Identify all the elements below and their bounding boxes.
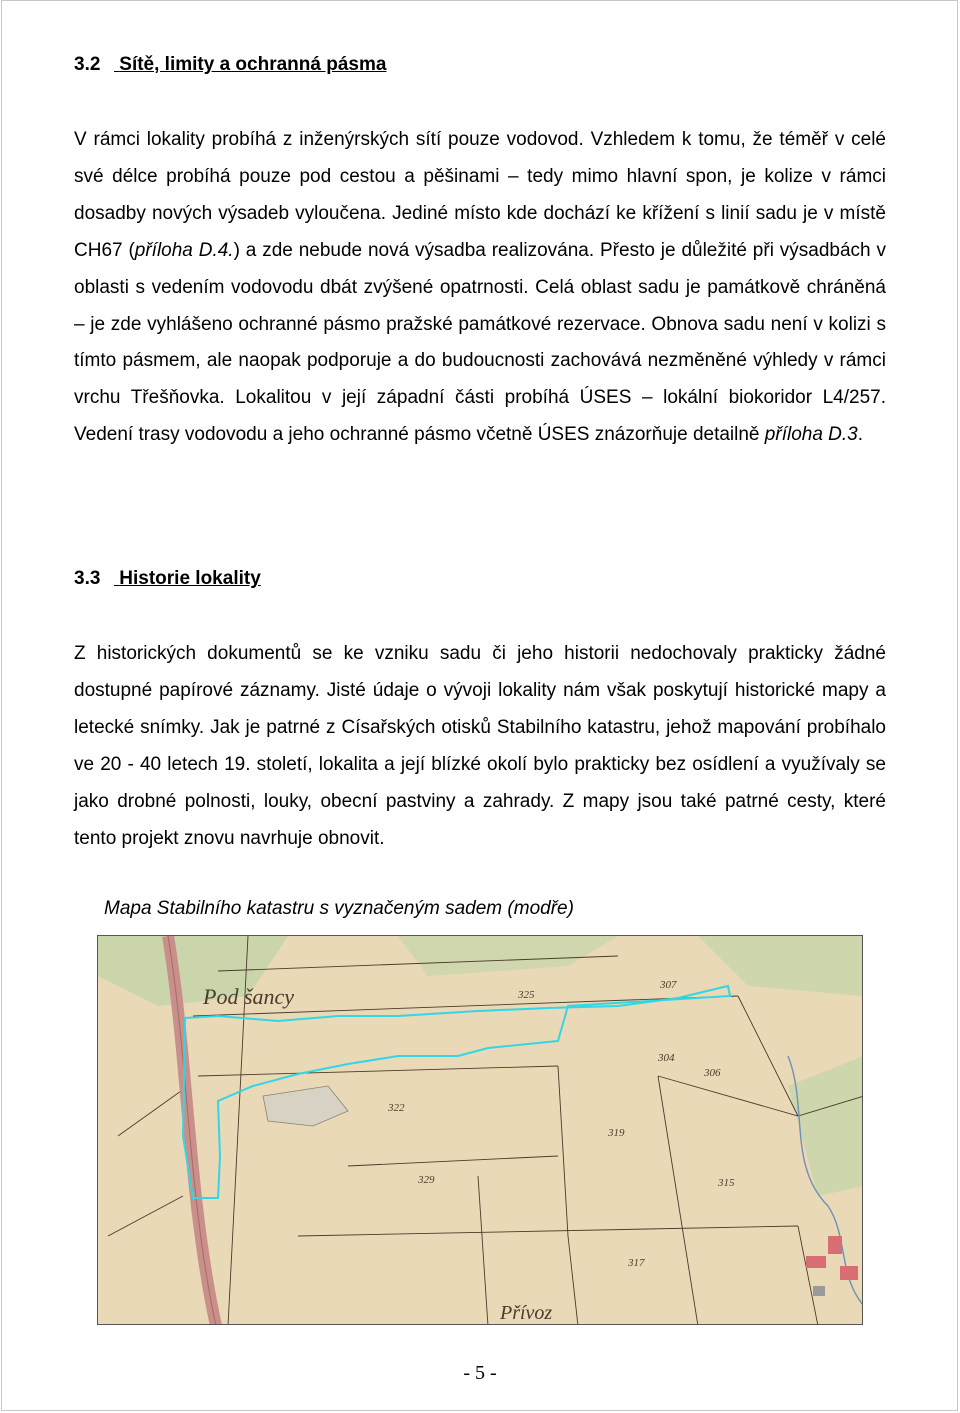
- parcel-number: 306: [704, 1067, 721, 1079]
- section-title: Sítě, limity a ochranná pásma: [119, 54, 387, 75]
- building: [806, 1256, 826, 1268]
- parcel-number: 315: [718, 1177, 735, 1189]
- section-heading-3-2: [74, 54, 386, 76]
- cadastral-map: [98, 936, 863, 1325]
- section-title: Historie lokality: [119, 568, 261, 589]
- parcel-number: 317: [628, 1257, 645, 1269]
- parcel-number: 307: [660, 979, 677, 991]
- page-number: - 5 -: [463, 1362, 497, 1384]
- figure-caption: Mapa Stabilního katastru s vyznačeným sadem (modře): [104, 898, 574, 919]
- place-label-top: Pod šancy: [203, 984, 295, 1009]
- parcel-number: 322: [388, 1102, 405, 1114]
- cadastral-map-figure: [97, 935, 863, 1325]
- annex-reference: příloha D.3: [764, 424, 858, 446]
- paragraph-networks: [74, 122, 886, 454]
- section-heading-3-3: [74, 568, 261, 590]
- paragraph-history: Z historických dokumentů se ke vzniku sadu či jeho historii nedochovaly prakticky žádné dostupné papírové záznamy. Jisté údaje o vývoji lokality nám však poskytují historické mapy a letecké snímky. Jak je patrné z Císařských otisků Stabilního katastru, jehož mapování probíhalo ve 20 - 40 letech 19. století, lokalita a její blízké okolí bylo prakticky bez osídlení a využívaly se jako drobné polnosti, louky, obecní pastviny a zahrady. Z mapy jsou také patrné cesty, které tento projekt znovu navrhuje obnovit.: [74, 643, 886, 849]
- section-number: 3.2: [74, 54, 101, 75]
- parcel-number: 304: [658, 1052, 675, 1064]
- building: [813, 1286, 825, 1296]
- paragraph-text: .: [857, 424, 864, 446]
- place-label-bottom: Přívoz: [500, 1302, 553, 1324]
- annex-reference: příloha D.4.: [134, 239, 234, 261]
- parcel-number: 319: [608, 1127, 625, 1139]
- section-number: 3.3: [74, 568, 101, 589]
- building: [828, 1236, 842, 1254]
- parcel-number: 325: [518, 989, 535, 1001]
- paragraph-text: ) a zde nebude nová výsadba realizována. Přesto je důležité při výsadbách v oblasti s vedením vodovodu dbát zvýšené opatrnosti. Celá oblast sadu je památkově chráněná – je zde vyhlášeno ochranné pásmo pražské památkové rezervace. Obnova sadu není v kolizi s tímto pásmem, ale naopak podporuje a do budoucnosti zachovává nezměněné výhledy v rámci vrchu Třešňovka. Lokalitou v její západní části probíhá ÚSES – lokální biokoridor L4/257. Vedení trasy vodovodu a jeho ochranné pásmo včetně ÚSES znázorňuje detailně: [74, 239, 886, 446]
- building: [840, 1266, 858, 1280]
- parcel-number: 329: [418, 1174, 435, 1186]
- paragraph-text: V rámci lokality probíhá z inženýrských sítí pouze vodovod. Vzhledem k tomu, že téměř v celé své délce probíhá pouze pod cestou a pěšinami – tedy mimo hlavní spon, je kolize v rámci dosadby nových výsadeb vyloučena. Jediné místo kde dochází ke křížení s linií sadu je v místě CH67 (: [74, 129, 886, 261]
